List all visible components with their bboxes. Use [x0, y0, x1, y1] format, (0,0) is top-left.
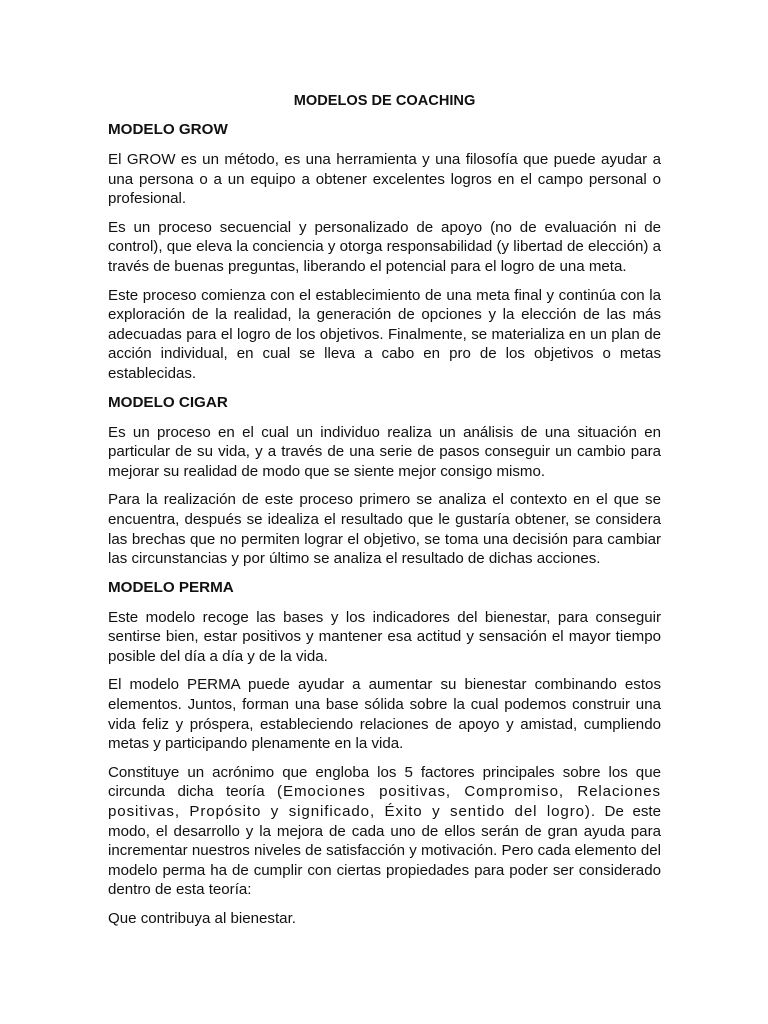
cigar-paragraph-1: Es un proceso en el cual un individuo realiza un análisis de una situación en particular de su vida, y a través de una serie de pasos conseguir un cambio para mejorar su realidad de modo que se siente mejor consigo mismo.: [108, 423, 661, 480]
perma-p3-end: De este modo, el desarrollo y la mejora de cada uno de ellos serán de gran ayuda para incrementar nuestros niveles de satisfacción y motivación. Pero cada elemento del modelo perma ha de cumplir con ciertas propiedades para poder ser considerado dentro de esta teoría:: [108, 803, 661, 899]
perma-p3-start: Constituye un acrónimo que engloba los 5 factores principales sobre los que circunda dicha teoría: [108, 763, 661, 801]
heading-modelo-cigar: MODELO CIGAR: [108, 393, 228, 411]
grow-paragraph-1: El GROW es un método, es una herramienta y una filosofía que puede ayudar a una persona o a un equipo a obtener excelentes logros en el campo personal o profesional.: [108, 151, 661, 208]
document-title: MODELOS DE COACHING: [293, 93, 476, 109]
document-page: [108, 92, 661, 938]
cigar-paragraph-2: Para la realización de este proceso primero se analiza el contexto en el que se encuentra, después se idealiza el resultado que le gustaría obtener, se considera las brechas que no permiten lograr el objetivo, se toma una decisión para cambiar las circunstancias y por último se analiza el resultado de dichas acciones.: [108, 491, 661, 568]
grow-paragraph-2: Es un proceso secuencial y personalizado de apoyo (no de evaluación ni de control), que eleva la conciencia y otorga responsabilidad (y libertad de elección) a través de buenas preguntas, liberando el potencial para el logro de una meta.: [108, 218, 661, 275]
perma-paragraph-3: [108, 763, 661, 900]
perma-factors-list: (Emociones positivas, Compromiso, Relaciones positivas, Propósito y significado, Éxito y sentido del logro).: [108, 783, 661, 821]
heading-modelo-perma: MODELO PERMA: [108, 578, 234, 596]
grow-paragraph-3: Este proceso comienza con el establecimiento de una meta final y continúa con la exploración de la realidad, la generación de opciones y la elección de las más adecuadas para el logro de los objetivos. Finalmente, se materializa en un plan de acción individual, en cual se lleva a cabo en pro de los objetivos o metas establecidas.: [108, 286, 661, 382]
perma-paragraph-1: Este modelo recoge las bases y los indicadores del bienestar, para conseguir sentirse bien, estar positivos y mantener esa actitud y sensación el mayor tiempo posible del día a día y de la vida.: [108, 608, 661, 665]
perma-paragraph-2: El modelo PERMA puede ayudar a aumentar su bienestar combinando estos elementos. Juntos, forman una base sólida sobre la cual podemos construir una vida feliz y próspera, estableciendo relaciones de apoyo y amistad, cumpliendo metas y participando plenamente en la vida.: [108, 676, 661, 753]
heading-modelo-grow: MODELO GROW: [108, 121, 228, 138]
perma-paragraph-4: Que contribuya al bienestar.: [108, 910, 296, 927]
